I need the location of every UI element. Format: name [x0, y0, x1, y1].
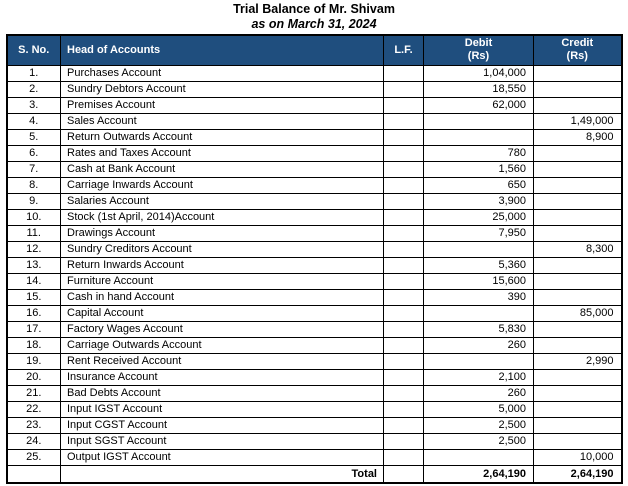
row-head-cell: Bad Debts Account: [61, 385, 384, 401]
table-row: [7, 369, 622, 385]
row-credit-cell: [534, 97, 622, 113]
table-row: [7, 353, 622, 369]
row-credit-cell: 8,900: [534, 129, 622, 145]
row-lf-cell: [384, 273, 424, 289]
row-sno-cell: 3.: [7, 97, 61, 113]
row-sno-cell: 11.: [7, 225, 61, 241]
row-head-cell: Rates and Taxes Account: [61, 145, 384, 161]
row-head-cell: Purchases Account: [61, 65, 384, 81]
row-credit-cell: [534, 369, 622, 385]
table-row: [7, 145, 622, 161]
table-row: [7, 289, 622, 305]
row-debit-cell: [424, 353, 534, 369]
row-sno-cell: 12.: [7, 241, 61, 257]
row-credit-cell: [534, 273, 622, 289]
row-credit-cell: [534, 401, 622, 417]
row-head-cell: Return Inwards Account: [61, 257, 384, 273]
table-row: [7, 417, 622, 433]
row-sno-cell: 20.: [7, 369, 61, 385]
row-lf-cell: [384, 257, 424, 273]
trial-balance-table: [6, 34, 623, 484]
row-debit-cell: [424, 113, 534, 129]
row-head-cell: Sundry Creditors Account: [61, 241, 384, 257]
row-head-cell: Rent Received Account: [61, 353, 384, 369]
table-row: [7, 81, 622, 97]
row-credit-cell: 2,990: [534, 353, 622, 369]
col-header-credit: [534, 35, 622, 65]
row-lf-cell: [384, 401, 424, 417]
row-debit-cell: 5,830: [424, 321, 534, 337]
row-debit-cell: 650: [424, 177, 534, 193]
table-row: [7, 65, 622, 81]
row-head-cell: Input IGST Account: [61, 401, 384, 417]
row-head-cell: Output IGST Account: [61, 449, 384, 465]
table-row: [7, 449, 622, 465]
row-debit-cell: [424, 305, 534, 321]
row-debit-cell: 1,560: [424, 161, 534, 177]
row-debit-cell: 15,600: [424, 273, 534, 289]
row-sno-cell: 23.: [7, 417, 61, 433]
row-lf-cell: [384, 97, 424, 113]
row-credit-cell: [534, 161, 622, 177]
row-lf-cell: [384, 433, 424, 449]
row-sno-cell: 14.: [7, 273, 61, 289]
row-lf-cell: [384, 289, 424, 305]
row-lf-cell: [384, 417, 424, 433]
row-lf-cell: [384, 177, 424, 193]
row-debit-cell: 1,04,000: [424, 65, 534, 81]
row-credit-cell: [534, 417, 622, 433]
row-sno-cell: 19.: [7, 353, 61, 369]
row-credit-cell: [534, 337, 622, 353]
row-lf-cell: [384, 449, 424, 465]
row-credit-cell: 10,000: [534, 449, 622, 465]
row-lf-cell: [384, 129, 424, 145]
row-debit-cell: [424, 129, 534, 145]
row-head-cell: Salaries Account: [61, 193, 384, 209]
row-sno-cell: 21.: [7, 385, 61, 401]
row-credit-cell: [534, 145, 622, 161]
table-footer: [7, 465, 622, 483]
row-sno-cell: 18.: [7, 337, 61, 353]
row-lf-cell: [384, 337, 424, 353]
row-debit-cell: 5,360: [424, 257, 534, 273]
row-head-cell: Furniture Account: [61, 273, 384, 289]
row-sno-cell: 2.: [7, 81, 61, 97]
row-lf-cell: [384, 369, 424, 385]
row-lf-cell: [384, 81, 424, 97]
row-sno-cell: 1.: [7, 65, 61, 81]
table-row: [7, 225, 622, 241]
row-lf-cell: [384, 305, 424, 321]
row-sno-cell: 6.: [7, 145, 61, 161]
debit-header-line1: Debit: [464, 37, 493, 50]
row-lf-cell: [384, 225, 424, 241]
row-head-cell: Input SGST Account: [61, 433, 384, 449]
row-credit-cell: [534, 81, 622, 97]
table-row: [7, 337, 622, 353]
row-head-cell: Insurance Account: [61, 369, 384, 385]
total-debit-value: 2,64,190: [424, 465, 534, 483]
row-head-cell: Stock (1st April, 2014)Account: [61, 209, 384, 225]
row-debit-cell: 2,500: [424, 433, 534, 449]
row-sno-cell: 17.: [7, 321, 61, 337]
table-row: [7, 305, 622, 321]
row-sno-cell: 13.: [7, 257, 61, 273]
row-credit-cell: [534, 225, 622, 241]
row-head-cell: Carriage Inwards Account: [61, 177, 384, 193]
row-lf-cell: [384, 113, 424, 129]
page-title: Trial Balance of Mr. Shivam: [233, 2, 395, 16]
row-lf-cell: [384, 241, 424, 257]
table-header: [7, 35, 622, 65]
table-row: [7, 193, 622, 209]
row-head-cell: Sales Account: [61, 113, 384, 129]
row-sno-cell: 4.: [7, 113, 61, 129]
row-credit-cell: [534, 177, 622, 193]
row-debit-cell: [424, 241, 534, 257]
row-debit-cell: 25,000: [424, 209, 534, 225]
row-debit-cell: 2,100: [424, 369, 534, 385]
row-debit-cell: 390: [424, 289, 534, 305]
row-head-cell: Carriage Outwards Account: [61, 337, 384, 353]
row-sno-cell: 15.: [7, 289, 61, 305]
row-debit-cell: 2,500: [424, 417, 534, 433]
row-sno-cell: 25.: [7, 449, 61, 465]
row-credit-cell: 8,300: [534, 241, 622, 257]
row-lf-cell: [384, 145, 424, 161]
total-sno-cell: [7, 465, 61, 483]
row-lf-cell: [384, 193, 424, 209]
page-subtitle: as on March 31, 2024: [251, 17, 377, 31]
col-header-sno: S. No.: [7, 35, 61, 65]
row-sno-cell: 7.: [7, 161, 61, 177]
table-row: [7, 209, 622, 225]
table-row: [7, 97, 622, 113]
row-head-cell: Return Outwards Account: [61, 129, 384, 145]
total-credit-value: 2,64,190: [534, 465, 622, 483]
row-sno-cell: 5.: [7, 129, 61, 145]
row-credit-cell: [534, 433, 622, 449]
row-credit-cell: 1,49,000: [534, 113, 622, 129]
header-row: [7, 35, 622, 65]
table-row: [7, 241, 622, 257]
row-head-cell: Cash at Bank Account: [61, 161, 384, 177]
row-head-cell: Capital Account: [61, 305, 384, 321]
table-row: [7, 433, 622, 449]
row-lf-cell: [384, 353, 424, 369]
row-head-cell: Cash in hand Account: [61, 289, 384, 305]
total-row: [7, 465, 622, 483]
table-row: [7, 161, 622, 177]
row-lf-cell: [384, 161, 424, 177]
row-debit-cell: 260: [424, 337, 534, 353]
credit-header-line2: (Rs): [566, 50, 588, 63]
row-credit-cell: [534, 289, 622, 305]
total-lf-cell: [384, 465, 424, 483]
table-row: [7, 177, 622, 193]
col-header-head: Head of Accounts: [61, 35, 384, 65]
row-debit-cell: 7,950: [424, 225, 534, 241]
table-row: [7, 321, 622, 337]
row-debit-cell: 780: [424, 145, 534, 161]
row-debit-cell: 3,900: [424, 193, 534, 209]
row-sno-cell: 16.: [7, 305, 61, 321]
row-head-cell: Premises Account: [61, 97, 384, 113]
col-header-debit: [424, 35, 534, 65]
row-credit-cell: [534, 257, 622, 273]
row-sno-cell: 22.: [7, 401, 61, 417]
row-head-cell: Factory Wages Account: [61, 321, 384, 337]
table-row: [7, 113, 622, 129]
row-credit-cell: [534, 193, 622, 209]
row-lf-cell: [384, 321, 424, 337]
row-debit-cell: 5,000: [424, 401, 534, 417]
row-credit-cell: 85,000: [534, 305, 622, 321]
table-body: [7, 65, 622, 465]
row-lf-cell: [384, 209, 424, 225]
row-head-cell: Input CGST Account: [61, 417, 384, 433]
table-row: [7, 385, 622, 401]
row-sno-cell: 9.: [7, 193, 61, 209]
row-sno-cell: 8.: [7, 177, 61, 193]
row-head-cell: Sundry Debtors Account: [61, 81, 384, 97]
row-debit-cell: 18,550: [424, 81, 534, 97]
row-lf-cell: [384, 385, 424, 401]
credit-header-line1: Credit: [561, 37, 594, 50]
row-debit-cell: [424, 449, 534, 465]
table-row: [7, 129, 622, 145]
row-head-cell: Drawings Account: [61, 225, 384, 241]
row-credit-cell: [534, 209, 622, 225]
row-sno-cell: 24.: [7, 433, 61, 449]
debit-header-line2: (Rs): [467, 50, 490, 63]
row-lf-cell: [384, 65, 424, 81]
row-debit-cell: 62,000: [424, 97, 534, 113]
col-header-lf: L.F.: [384, 35, 424, 65]
table-row: [7, 273, 622, 289]
table-row: [7, 401, 622, 417]
row-credit-cell: [534, 65, 622, 81]
total-label: Total: [61, 465, 384, 483]
row-debit-cell: 260: [424, 385, 534, 401]
table-row: [7, 257, 622, 273]
row-credit-cell: [534, 321, 622, 337]
row-credit-cell: [534, 385, 622, 401]
row-sno-cell: 10.: [7, 209, 61, 225]
